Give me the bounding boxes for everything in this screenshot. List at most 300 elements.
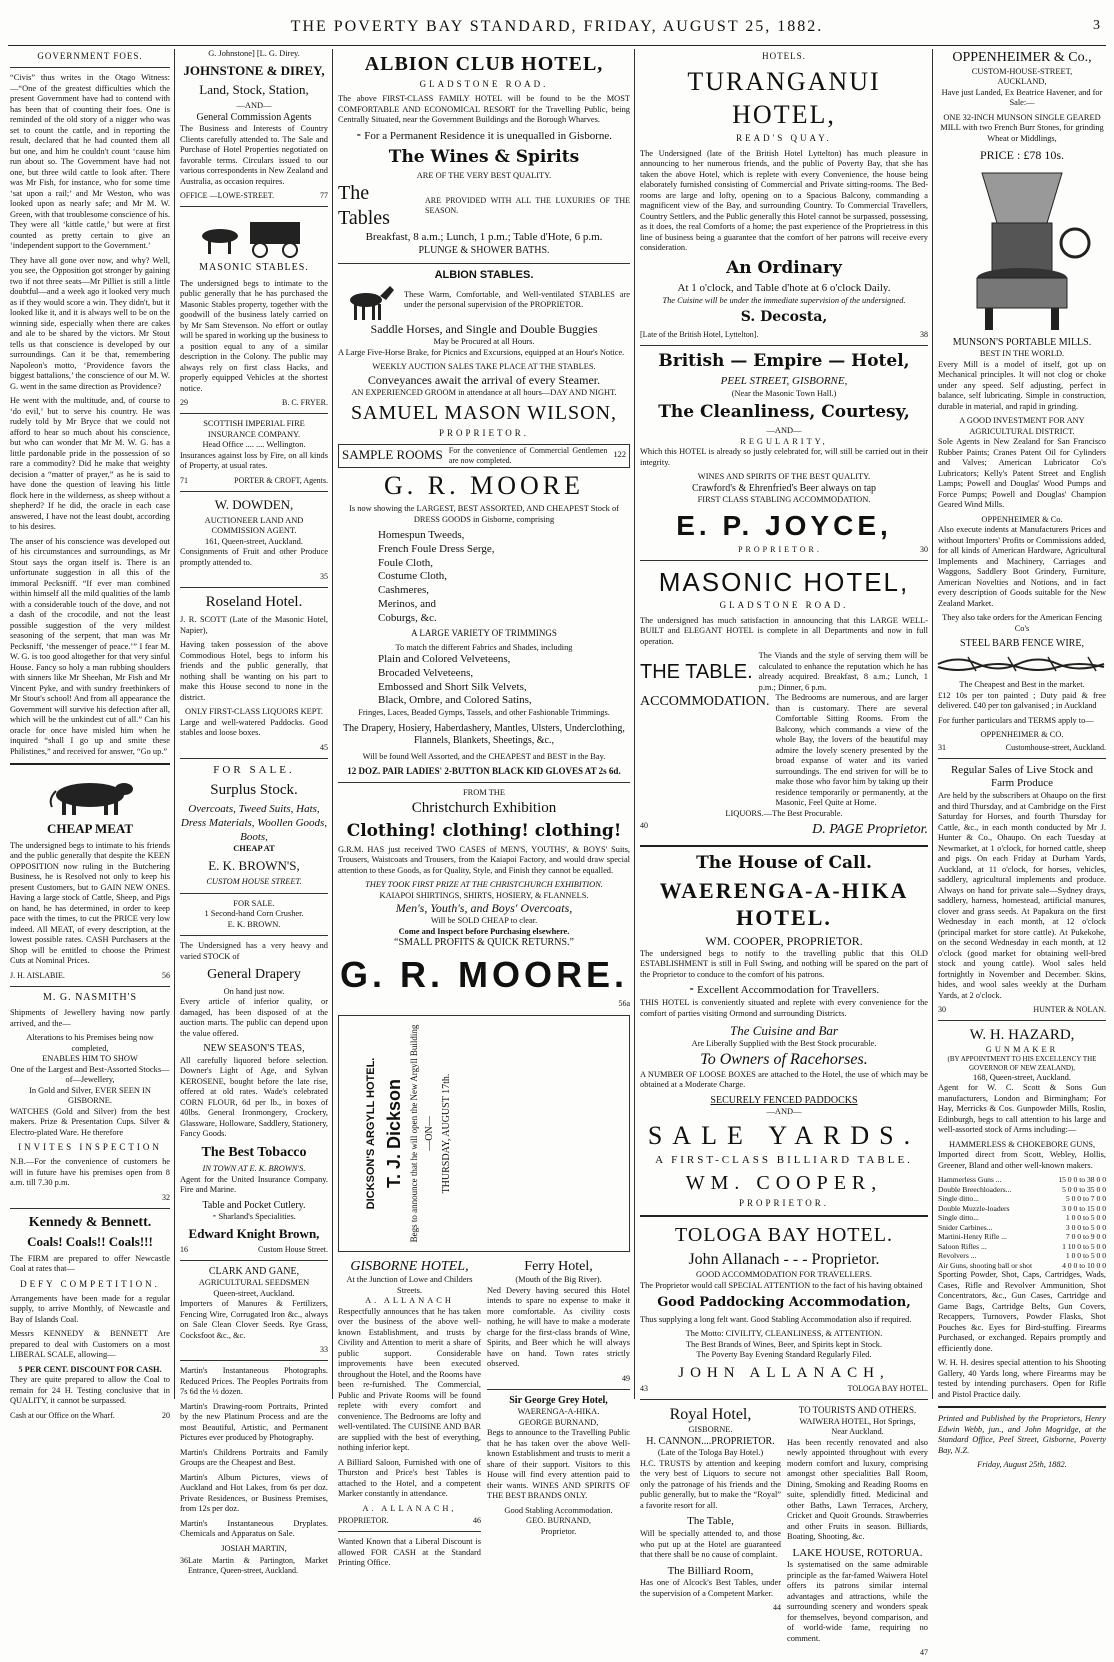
ad-signature: HUNTER & NOLAN.	[1033, 1005, 1106, 1014]
divider	[180, 935, 328, 936]
column-4	[636, 49, 932, 1658]
ad-body: The Business and Interests of Country Clients carefully attended to. The Sale and Purchase of Hotel Properties negotiated on favorable terms. Circulars issued to our various correspondents in New Zealand and Australia, as occasion requires.	[180, 124, 328, 186]
column-rule	[932, 49, 933, 1399]
ad-number: 44	[773, 1603, 781, 1613]
column-rule	[332, 49, 333, 1399]
price-item: Martini-Henry Rifle ...	[938, 1232, 1007, 1242]
ad-title: SAMPLE ROOMS	[342, 447, 443, 463]
divider	[338, 263, 630, 264]
ad-line: WM. COOPER, PROPRIETOR.	[705, 933, 863, 948]
ad-body: Insurances against loss by Fire, on all kinds of Property, at usual rates.	[180, 450, 328, 470]
masthead-title: THE POVERTY BAY STANDARD, FRIDAY, AUGUST 25, 1882.	[290, 18, 824, 35]
ad-body: The Proprietor would call SPECIAL ATTENTION to the fact of his having obtained	[640, 1280, 923, 1290]
ad-line: HAMMERLESS & CHOKEBORE GUNS,	[948, 1139, 1096, 1149]
price-item: Revolvers ...	[938, 1251, 977, 1261]
ad-number: 20	[162, 1410, 170, 1420]
ad-title: ALBION STABLES.	[434, 268, 534, 281]
ad-line: WINES AND SPIRITS OF THE BEST QUALITY.	[697, 472, 871, 482]
ad-line: E. K. BROWN'S,	[208, 857, 300, 873]
mill-illustration	[938, 163, 1106, 337]
divider	[938, 758, 1106, 759]
ad-line: Proprietor.	[540, 1526, 577, 1536]
ad-title: The Billiard Room,	[667, 1564, 754, 1577]
price-value: 7 0 0 to 9 0 0	[1065, 1232, 1106, 1242]
ad-body: These Warm, Comfortable, and Well-ventilated STABLES are under the personal supervision of the PROPRIETOR.	[404, 289, 630, 310]
table-row	[938, 1242, 1106, 1251]
divider	[338, 782, 630, 783]
ad-line: PROPRIETOR.	[738, 544, 822, 554]
ad-line: 161, Queen-street, Auckland.	[205, 536, 303, 546]
ad-title: Good Paddocking Accommodation,	[657, 1295, 911, 1311]
ad-line: PROPRIETOR.	[338, 1516, 389, 1526]
ad-title: SALE YARDS.	[647, 1120, 921, 1150]
ad-body: The undersigned begs to intimate to the public generally that he has purchased the Masonic Stables property, together with the goodwill of the business lately carried on by Mr Sam Stevenson. No effort or outlay will be spared in working up the business to a position equal to any of a similar description in the Colony. The public may always rely on first class Hacks, and properly equipped Vehicles at the shortest notice.	[180, 278, 328, 393]
ad-title: THE TABLE.	[640, 660, 753, 683]
ad-line: “SMALL PROFITS & QUICK RETURNS.”	[394, 937, 574, 949]
divider	[487, 1389, 630, 1390]
ad-title: SAMUEL MASON WILSON,	[350, 402, 618, 425]
ad-line: Overcoats, Tweed Suits, Hats, Dress Materials, Woollen Goods, Boots,	[180, 803, 328, 843]
ad-line: ARE OF THE VERY BEST QUALITY.	[416, 170, 552, 180]
ad-body: The Drapery, Hosiery, Haberdashery, Mantles, Ulsters, Underclothing, Flannels, Blankets, Sheetings, &c.,	[343, 722, 625, 746]
ad-body: For further particulars and TERMS apply to—	[938, 715, 1094, 725]
ad-body: WATCHES (Gold and Silver) from the best makers. Prize & Presentation Cups. Silver & Electro-plated Ware. He therefore	[10, 1106, 170, 1137]
ad-body: The undersigned begs to intimate to his friends and the public generally that despite the KEEN OPPOSITION now ruling in the Butchering Business, he is Resolved not only to keep his present Customers, but to GAIN NEW ONES. Having a large stock of Cattle, Sheep, and Pigs on hand, he has determined, in order to keep pace with the times, to cut the PRICE very low indeed. All MEAT, of every description, at the lowest possible rates. CASH Purchasers at the Shop will be entitled to choose the Primest Cuts at Nominal Prices.	[10, 840, 170, 965]
ad-line: A LARGE VARIETY OF TRIMMINGS	[411, 628, 557, 639]
ad-line: The Cuisine will be under the immediate supervision of the undersigned.	[662, 295, 906, 305]
divider	[10, 986, 170, 987]
ad-body: Respectfully announces that he has taken over the business of the above well-known Establishment, and trusts by Civility and Attention to merit a share of public support. Considerable improvements have been executed throughout the Hotel, and the Rooms have been re-furnished. The Commercial, Public and Private Rooms will be found replete with every comfort and convenience. The Bedrooms are lofty and well-ventilated. The CUISINE AND BAR are supplied with the best of everything, nothing inferior kept.	[338, 1306, 481, 1453]
list-item: French Foule Dress Serge,	[378, 542, 495, 555]
ad-line: WEEKLY AUCTION SALES TAKE PLACE AT THE STABLES.	[372, 362, 596, 372]
ad-body: Sporting Powder, Shot, Caps, Cartridges, Wads, Cases, Rifle and Revolver Ammunition, Shot Concentrators, &c., Gun Cases, Cartridge and Game Bags, Cartridge Belts, Gun Covers, Recappers, Turnovers, Powder Flasks, Shot Pouches &c. Eyes for Bird-stuffing. Firearms Purchased, or exchanged. Repairs promptly and efficiently done.	[938, 1270, 1106, 1353]
ad-line: ARE PROVIDED WITH ALL THE LUXURIES OF THE SEASON.	[425, 196, 630, 216]
divider	[180, 491, 328, 492]
ad-line: Breakfast, 8 a.m.; Lunch, 1 p.m.; Table d'Hote, 6 p.m.	[365, 231, 603, 244]
ad-number: 49	[622, 1373, 630, 1383]
ad-line: GLADSTONE ROAD.	[719, 600, 849, 611]
ad-number: 122	[613, 450, 626, 460]
ad-line: WAERENGA-A-HIKA.	[517, 1407, 600, 1417]
table-row	[938, 1175, 1106, 1184]
masthead-rule	[8, 45, 1106, 46]
ad-title: To Owners of Racehorses.	[700, 1050, 868, 1068]
ad-body: Are held by the subscribers at Ohaupo on the first and third Thursday, and at Cambridge on the First Saturday for Horses, and fourth Thursday for Cattle, &c., in each month conducted by Mr J. Hunter & Co., Ohaupo. On each Tuesday at Newmarket, at 1 o'clock, for horned cattle, sheep and pigs. On each Friday at Durham Yards, Auckland, at 11 o'clock, for horses, vehicles, saddlery, agricultural implements and produce. Always on hand for private sale—Sydney drays, saddlery, harness, homestead, artificial manures, clover and grass seeds. At Papakura on the first Wednesday in each month, at 12 o'clock (principal market for store cattle). At Pukekohe, on the second Wednesday in each month, at 12 o'clock (good market for obtaining well-bred stock and young cattle). Wool sales held fortnightly in November and December. Skins, hides, and wool sales weekly at the Durham Yards, at 2 o'clock.	[938, 791, 1106, 1000]
price-item: Saloon Rifles ...	[938, 1241, 987, 1251]
ad-line: The Viands and the style of serving them will be calculated to enhance the reputation which he has already acquired. Breakfast, 8 a.m.; Lunch, 1 p.m.; Dinner, 6 p.m.	[758, 651, 928, 692]
ad-body: Also execute indents at Manufacturers Prices and without Importers' Profits or Commissions added, for all kinds of American Hardware, Agricultural Implements and Machinery, Carriages and Waggons, Saddlery Boot Grindery, Furniture, American Novelties and Notions, and in fact every description of Goods suitable for the New Zealand Market.	[938, 525, 1106, 608]
ad-line: ⁃ Sharland's Specialities.	[212, 1212, 296, 1221]
ad-title: G. R. MOORE	[383, 470, 584, 500]
ad-line: The Motto: CIVILITY, CLEANLINESS, & ATTENTION.	[685, 1329, 883, 1338]
ad-line: 5 PER CENT. DISCOUNT FOR CASH.	[18, 1364, 162, 1374]
horse-illustration	[338, 282, 398, 322]
table-row	[938, 1213, 1106, 1222]
ad-signature: GEO. BURNAND,	[526, 1516, 591, 1526]
ad-line: PEEL STREET, GISBORNE,	[720, 374, 848, 387]
ad-body: The Undersigned (late of the British Hotel Lyttelton) has much pleasure in announcing to her numerous friends, and the public of Poverty Bay, that she has taken the above Hotel, which is replete with every Convenience, the house being elaborately furnished consisting of Commercial and Private sitting-rooms. The Bed-rooms are large and lofty, opening on to a Spacious Balcony, commanding a magnificent view of the Bay, and surrounding Country. To Commercial Travellers, Country Settlers, and the Public generally this Hotel cannot be surpassed, possessing, as it does, the real Comforts of a home; the past experience of the Proprietress in this line of business being a guarantee that the comfort of her patrons will receive every consideration.	[640, 148, 928, 252]
dress-goods-list	[338, 529, 630, 625]
ad-title: TOLOGA BAY HOTEL.	[675, 1224, 893, 1247]
ad-title: SCOTTISH IMPERIAL FIRE INSURANCE COMPANY.	[203, 419, 305, 439]
ad-body: Has one of Alcock's Best Tables, under the supervision of a Competent Marker.	[640, 1578, 781, 1598]
ad-signature: E. P. JOYCE,	[676, 509, 892, 541]
ad-body: Messrs KENNEDY & BENNETT Are prepared to deal with Customers on a most LIBERAL SCALE, allowing—	[10, 1329, 170, 1360]
price-value: 4 0 0 to 10 0 0	[1062, 1260, 1106, 1270]
ad-line: 1 Second-hand Corn Crusher.	[204, 909, 304, 918]
ad-title: FOR SALE.	[233, 898, 275, 908]
list-item: Coburgs, &c.	[378, 611, 437, 624]
ad-body: Is systematised on the same admirable principle as the far-famed Waiwera Hotel offers its patrons similar internal advantages and attractions, while the surrounding scenery and wonders speak for themselves, beyond comparison, and of world-wide fame, requiring no comment.	[787, 1560, 928, 1643]
ad-body: Large and well-watered Paddocks. Good stables and loose boxes.	[180, 717, 328, 737]
ad-body: Importers of Manures & Fertilizers, Fencing Wire, Corrugated Iron &c., always on Sale Clean Clover Seeds. Rye Grass, Cocksfoot &c., &c.	[180, 1299, 328, 1340]
ad-line: ⁃ For a Permanent Residence it is unequalled in Gisborne.	[356, 129, 612, 142]
divider	[640, 560, 928, 561]
ad-signature: PORTER & CROFT, Agents.	[234, 475, 328, 485]
article-paragraph: They have all gone over now, and why? Well, you see, the Opposition got stronger by gaining two if not three seats—Mr Pilliet is still a little doubtful—and a week ago it looked very much as if they would score a win. They didn't, but it looked like it, and it is always well to be on the winning side, especially when there are cakes and ale to be shared by the victors. Mr Stout tells us that conscience is developed by our surroundings. Can it be that, remembering Napoleon's motto, ‘Providence favors the biggest battalions,’ the conscience of our M. W. G. went in the same direction as Providence?	[10, 255, 170, 391]
price-value: 15 0 0 to 38 0 0	[1058, 1175, 1106, 1185]
divider	[640, 1399, 928, 1400]
ad-line: For the convenience of Commercial Gentlemen are now completed.	[448, 445, 608, 465]
ad-line: ONLY FIRST-CLASS LIQUORS KEPT.	[185, 707, 323, 716]
ad-signature: WM. COOPER,	[685, 1172, 883, 1194]
ad-line: H. CANNON....PROPRIETOR.	[646, 1435, 775, 1447]
ad-body: A Billiard Saloon, Furnished with one of Thurston and Price's best Tables is attached to the Hotel, and a competent Marker constantly in attendance.	[338, 1457, 481, 1499]
table-row	[938, 1251, 1106, 1260]
price-item: Single ditto...	[938, 1194, 979, 1204]
ad-title: W. H. HAZARD,	[969, 1027, 1075, 1043]
ad-title: ALBION CLUB HOTEL,	[364, 53, 604, 75]
ad-title: W. DOWDEN,	[214, 496, 294, 512]
ad-line: PLUNGE & SHOWER BATHS.	[418, 245, 550, 256]
divider	[180, 587, 328, 588]
ad-body: N.B.—For the convenience of customers he will in future have his premises open from 8 a.m. till 7.30 p.m.	[10, 1157, 170, 1188]
table-row	[938, 1232, 1106, 1241]
ad-line: At the Junction of Lowe and Childers Streets.	[346, 1275, 473, 1295]
article-paragraph: “Civis” thus writes in the Otago Witness:—“One of the greatest difficulties which the present Government have had to contend with has been that of counting their foes. One is reminded of the old story of a nigger who was set to count the cattle, and in reporting the result, declared that he had counted them all but one, and him he couldn't count ‘cause him run about so. The Government have had not one, but three wild cattle to look after. There was Mr Fish, for instance, who for some time ‘sat upon a rail;’ and Mr Weston, who was looked upon as nearly safe; and Mr M. W. Green, with that troublesome conscience of his. They were all ‘kittle cattle,’ but were at first counted as pretty certain to give an ‘independent support to the Government.’	[10, 73, 170, 251]
price-value: 1 0 0 to 5 0 0	[1065, 1213, 1106, 1223]
ad-line: [Late of the British Hotel, Lyttelton].	[640, 329, 759, 339]
ad-title: GISBORNE HOTEL,	[350, 1258, 469, 1274]
ad-signature: E. K. BROWN.	[227, 919, 281, 929]
ad-line: Late Martin & Partington, Market Entrance, Queen-street, Auckland.	[188, 1556, 328, 1576]
ad-line: Begs to announce that he will open the New Argyll Building	[409, 1024, 419, 1243]
ad-body: The FIRM are prepared to offer Newcastle Coal at rates that—	[10, 1253, 170, 1273]
ad-body: Every Mill is a model of itself, got up on Mechanical principles. It will not clog or choke under any speed. Self adjusting, perfect in balance, self lubricating. Simple in construction, durable in material, and rapid in grinding.	[938, 359, 1106, 411]
price-item: Hammerless Guns ...	[938, 1175, 1002, 1185]
ad-body: They also take orders for the American Fencing Co's	[942, 613, 1102, 633]
ad-signature: OPPENHEIMER & CO.	[980, 730, 1064, 739]
ad-body: Shipments of Jewellery having now partly arrived, and the—	[10, 1008, 170, 1028]
ad-line: Will be SOLD CHEAP to clear.	[430, 916, 538, 926]
ox-illustration	[10, 771, 170, 817]
ad-title: JOHNSTONE & DIREY,	[183, 62, 325, 78]
ad-line: May be Procured at all Hours.	[433, 337, 535, 347]
ad-title: MASONIC HOTEL,	[658, 566, 910, 597]
ad-body: The undersigned has much satisfaction in announcing that this LARGE WELL-BUILT and ELEGANT HOTEL is complete in all Departments and now in full operation.	[640, 615, 928, 646]
ad-body: A Large Five-Horse Brake, for Picnics and Excursions, equipped at an Hour's Notice.	[338, 347, 625, 357]
ad-title: CHEAP MEAT	[46, 821, 134, 837]
column-rule	[634, 49, 635, 1399]
ad-body: Will be found Well Assorted, and the CHEAPEST and BEST in the Bay.	[362, 751, 606, 761]
ad-title: The Wines & Spirits	[388, 146, 580, 167]
ad-line: Land, Stock, Station,	[199, 81, 309, 97]
ad-title: CLARK AND GANE,	[208, 1265, 300, 1277]
ad-body: Begs to announce to the Travelling Public that he has taken over the above Well-known Establishment and trusts to merit a share of their support. Visitors to this House will find every attention paid to their wants. WINES AND SPIRITS OF THE BEST BRANDS ONLY.	[487, 1428, 630, 1501]
ad-body: Martin's Drawing-room Portraits, Printed by the new Platinum Process and are the most Beautiful, Artistic, and Permanent Pictures ever produced by Photography.	[180, 1401, 328, 1443]
ad-line: At 1 o'clock, and Table d'hote at 6 o'clock Daily.	[677, 281, 891, 294]
ad-title: Christchurch Exhibition	[411, 799, 557, 816]
ad-line: —ON—	[424, 1116, 436, 1151]
ad-number: 38	[920, 329, 928, 339]
ad-line: A. ALLANACH	[365, 1296, 454, 1306]
list-item: Plain and Colored Velveteens,	[378, 653, 511, 665]
ad-body: The Undersigned has a very heavy and varied STOCK of	[180, 941, 328, 961]
ad-line: CUSTOM-HOUSE-STREET,	[971, 66, 1073, 76]
ad-title: LAKE HOUSE, ROTORUA.	[792, 1546, 923, 1559]
ad-title: Regular Sales of Live Stock and Farm Produce	[950, 763, 1094, 790]
ad-line: To match the different Fabrics and Shades, including	[395, 642, 573, 652]
ad-line: PROPRIETOR.	[438, 428, 530, 439]
ad-line: TOLOGA BAY HOTEL.	[847, 1384, 928, 1394]
price-item: Air Guns, shooting ball or shot	[938, 1260, 1033, 1270]
ad-title: Kennedy & Bennett.	[28, 1214, 152, 1230]
divider	[180, 206, 328, 207]
ad-body: Consignments of Fruit and other Produce promptly attended to.	[180, 547, 328, 567]
ad-line: Head Office .... .... Wellington.	[202, 440, 306, 449]
ad-line: AGRICULTURAL SEEDSMEN	[198, 1278, 310, 1288]
table-row	[938, 1223, 1106, 1232]
divider	[180, 893, 328, 894]
ad-line: G. Johnstone] [L. G. Direy.	[208, 49, 300, 58]
ad-body: Ned Devery having secured this Hotel intends to spare no expense to make it more comfortable. As civility costs nothing, he will have to make a moderate charge for the first-class brands of Wine, Spirits, and Beer which he will always have on hand. Town rates strictly observed.	[487, 1285, 630, 1369]
ad-body: Fringes, Laces, Beaded Gymps, Tassels, and other Fashionable Trimmings.	[358, 708, 610, 717]
ad-title: Clothing! clothing! clothing!	[346, 820, 622, 841]
ad-body: Arrangements have been made for a regular supply, to arrive Monthly, of Newcastle and Bay of Islands Coal.	[10, 1293, 170, 1324]
ad-signature: A. ALLANACH,	[362, 1503, 457, 1513]
ad-body: Which this HOTEL is already so justly celebrated for, will still be carried out in their integrity.	[640, 447, 928, 467]
ad-title: Sir George Grey Hotel,	[509, 1394, 608, 1406]
list-item: Black, Ombre, and Colored Satins,	[378, 694, 532, 707]
ad-line: CUSTOM HOUSE STREET.	[206, 877, 302, 886]
ad-title: General Drapery	[207, 967, 301, 982]
ad-body: Imported direct from Scott, Webley, Hollis, Greener, Bland and other well-known makers.	[938, 1150, 1106, 1170]
ad-title: The Best Tobacco	[201, 1144, 307, 1160]
ad-title: Roseland Hotel.	[205, 594, 303, 611]
ad-body: Martin's Instantaneous Photographs. Reduced Prices. The Peoples Portraits from 7s 6d the ½ dozen.	[180, 1366, 328, 1397]
ad-line: Men's, Youth's, and Boys' Overcoats,	[395, 901, 573, 916]
ad-number: 43	[640, 1384, 648, 1394]
column-1	[6, 49, 174, 1420]
ad-title: Surplus Stock.	[210, 782, 298, 799]
imprint: Printed and Published by the Proprietors, Henry Edwin Webb, jun., and John Mogridge, at the Standard Office, Peel Street, Gisborne, Poverty Bay, N.Z.	[938, 1414, 1106, 1455]
ad-signature: D. PAGE Proprietor.	[812, 822, 928, 837]
ad-line: Crawford's & Ehrenfried's Beer always on tap	[691, 482, 877, 494]
ad-line: THURSDAY, AUGUST 17th.	[440, 1073, 452, 1194]
list-item: Homespun Tweeds,	[378, 529, 465, 541]
ad-line: LIQUORS.—The Best Procurable.	[725, 808, 843, 818]
divider	[10, 763, 170, 765]
ad-number: 71	[180, 475, 188, 485]
ad-line: (Near the Masonic Town Hall.)	[731, 388, 837, 398]
ad-line: DEFY COMPETITION.	[20, 1278, 160, 1289]
imprint-date: Friday, August 25th, 1882.	[977, 1460, 1067, 1470]
ad-signature: J. H. AISLABIE.	[10, 970, 65, 980]
ad-title: WAERENGA-A-HIKA HOTEL.	[659, 877, 909, 931]
ad-body: Martin's Album Pictures, views of Auckland and Hot Lakes, from 6s per doz. Private Residences, or Business Premises, from 12s per doz.	[180, 1472, 328, 1514]
ad-title: The Table,	[687, 1515, 734, 1528]
table-row	[938, 1194, 1106, 1203]
ad-title: Royal Hotel,	[669, 1406, 752, 1424]
divider	[338, 1531, 481, 1532]
ad-title: M. G. NASMITH'S	[42, 991, 138, 1003]
ad-number: 35	[320, 572, 328, 582]
price-item: Snider Carbines...	[938, 1222, 993, 1232]
divider	[10, 67, 170, 68]
ad-body: Wanted Known that a Liberal Discount is allowed FOR CASH at the Standard Printing Office.	[338, 1537, 481, 1568]
ad-line: The Bedrooms are numerous, and are larger than is customary. There are several Comfortable Sitting Rooms. From the Balcony, which commands a view of the whole Bay, the lovers of the beautiful may admire the lovely scenery presented by the broad expanse of water and its varied surroundings. The end striven for will be to make those who favor him by taking up their residence temporarily or permanently, at the Masonic, Feel Quite at Home.	[775, 693, 928, 807]
ad-title: DICKSON'S ARGYLL HOTEL.	[364, 1057, 377, 1210]
ad-line: John Allanach - - - Proprietor.	[688, 1251, 880, 1269]
velvet-list	[338, 653, 630, 708]
price-item: Double Muzzle-loaders	[938, 1203, 1010, 1213]
article-heading: GOVERNMENT FOES.	[37, 51, 143, 61]
ad-number: 32	[162, 1192, 170, 1202]
ad-line: GUNMAKER	[985, 1044, 1059, 1054]
ad-line: Conveyances await the arrival of every Steamer.	[367, 372, 601, 387]
ad-number: 56	[162, 970, 170, 980]
list-item: Merinos, and	[378, 597, 437, 610]
ad-number: 36	[180, 1556, 188, 1566]
argyll-hotel-ad	[338, 1015, 630, 1252]
ad-number: 40	[640, 821, 648, 830]
ad-body: Martin's Childrens Portraits and Family Groups are the Cheapest and Best.	[180, 1447, 328, 1468]
ad-signature: JOHN ALLANACH,	[678, 1364, 890, 1381]
price-item: Single ditto...	[938, 1213, 979, 1223]
ad-line: Are Liberally Supplied with the Best Stock procurable.	[691, 1039, 877, 1049]
ad-body: A NUMBER OF LOOSE BOXES are attached to the Hotel, the use of which may be obtained at a Moderate Charge.	[640, 1069, 928, 1090]
price-value: 1 10 0 to 5 0 0	[1062, 1241, 1106, 1251]
ad-line: WAIWERA HOTEL, Hot Springs,	[799, 1416, 916, 1426]
divider	[640, 1215, 928, 1217]
ad-line: THEY TOOK FIRST PRIZE AT THE CHRISTCHURCH EXHIBITION.	[365, 880, 603, 890]
divider	[180, 1360, 328, 1361]
ad-line: A GOOD INVESTMENT FOR ANY AGRICULTURAL DISTRICT.	[959, 416, 1085, 436]
ad-title: G. R. MOORE.	[339, 953, 628, 995]
ad-line: (Late of the Tologa Bay Hotel.)	[657, 1448, 764, 1458]
ad-line: J. R. SCOTT (Late of the Masonic Hotel, Napier),	[180, 615, 328, 635]
ad-line: PROPRIETOR.	[738, 1198, 830, 1208]
ad-title: Edward Knight Brown,	[188, 1225, 320, 1241]
ad-line: Saddle Horses, and Single and Double Buggies	[370, 322, 598, 337]
ad-number: 56a	[618, 998, 630, 1008]
price-table	[938, 1175, 1106, 1270]
ad-line: Alterations to his Premises being now completed,	[26, 1033, 154, 1053]
ad-title: Ferry Hotel,	[524, 1258, 593, 1274]
page-number: 3	[1093, 18, 1102, 33]
ad-line: GISBORNE.	[688, 1425, 733, 1435]
divider	[640, 845, 928, 847]
column-2	[176, 49, 332, 1576]
ad-number: 31	[938, 742, 946, 752]
ad-number: 30	[919, 544, 928, 554]
ad-line: Customhouse-street, Auckland.	[1005, 742, 1106, 752]
ad-title: TO TOURISTS AND OTHERS.	[798, 1405, 917, 1416]
column-5	[934, 49, 1110, 1470]
ad-line: —AND—	[766, 1107, 802, 1117]
ad-line: (Mouth of the Big River).	[515, 1275, 602, 1285]
ad-title: The Tables	[338, 182, 390, 230]
ad-body: Thus supplying a long felt want. Good Stabling Accommodation also if required.	[640, 1314, 912, 1324]
divider	[180, 413, 328, 414]
price-item: Double Breechloaders...	[938, 1184, 1012, 1194]
ad-body: Agent for the United Insurance Company. Fire and Marine.	[180, 1174, 328, 1194]
ad-title: British — Empire — Hotel,	[658, 350, 910, 371]
ad-line: In Gold and Silver, EVER SEEN IN GISBORNE.	[29, 1085, 151, 1105]
ad-title: MASONIC STABLES.	[199, 262, 309, 273]
article-paragraph: He went with the multitude, and, of course to ‘do evil,’ but to serve his country. He was rudely told by Mr Bryce that we could not afford to hear so much about his conscience, but who can wonder that Mr M. W. G. has a little pardonable pride in the possession of so rare a commodity? Did he make that weighty decision a “matter of prayer,” as he is said to have done the question of leaving his little flock here in the wilderness, as sheep without a shepherd? If he did, the oracle in each case answered, I have not the least doubt, according to his desires.	[10, 396, 170, 532]
ad-title: T. J. Dickson	[383, 1078, 404, 1188]
ad-number: 47	[920, 1648, 928, 1658]
ad-line: Queen-street, Auckland.	[213, 1288, 295, 1298]
ad-line: KAIAPOI SHIRTINGS, SHIRTS, HOSIERY, & FLANNELS.	[379, 890, 589, 900]
ad-line: GOOD ACCOMMODATION FOR TRAVELLERS.	[695, 1270, 873, 1280]
ad-line: INVITES INSPECTION	[18, 1142, 162, 1152]
column-rule	[174, 49, 175, 1399]
ad-line: Custom House Street.	[258, 1244, 328, 1254]
ad-body: Will be specially attended to, and those who put up at the Hotel are guaranteed that there shall be no cause of complaint.	[640, 1529, 781, 1559]
ad-line: FROM THE	[463, 788, 505, 798]
ad-line: —AND—	[766, 426, 802, 436]
ad-line: GEORGE BURNAND,	[518, 1417, 599, 1427]
divider	[640, 345, 928, 346]
ad-body: THIS HOTEL is conveniently situated and replete with every convenience for the comfort of parties visiting Ormond and surrounding Districts.	[640, 998, 928, 1018]
ad-number: 46	[473, 1516, 481, 1526]
ad-line: SECURELY FENCED PADDOCKS	[710, 1094, 858, 1106]
ad-line: CHEAP AT	[233, 844, 275, 854]
ad-line: READ'S QUAY.	[736, 133, 832, 144]
ad-line: A FIRST-CLASS BILLIARD TABLE.	[655, 1154, 913, 1167]
ad-signature: JOSIAH MARTIN,	[221, 1543, 287, 1553]
ad-line: AN EXPERIENCED GROOM in attendance at all hours—DAY AND NIGHT.	[351, 387, 617, 397]
ad-line: 12 DOZ. PAIR LADIES' 2-BUTTON BLACK KID GLOVES AT 2s 6d.	[347, 766, 621, 776]
ad-title: An Ordinary	[726, 257, 842, 278]
coach-illustration	[180, 212, 328, 258]
ad-number: 16	[180, 1244, 188, 1254]
price-value: 5 0 0 to 35 0 0	[1062, 1184, 1106, 1194]
ad-line: ENABLES HIM TO SHOW	[42, 1054, 138, 1063]
ad-body: Is now showing the LARGEST, BEST ASSORTED, AND CHEAPEST Stock of DRESS GOODS in Gisborne, comprising	[349, 504, 619, 524]
ad-line: AUCTIONEER LAND AND COMMISSION AGENT.	[204, 515, 304, 536]
ad-body: ONE 32-INCH MUNSON SINGLE GEARED MILL with two French Burr Stones, for grinding Wheat or Middlings,	[940, 112, 1104, 143]
ad-body: The undersigned begs to notify to the travelling public that this OLD ESTABLISHMENT is still in Full Swing, and nothing will be spared on the part of the Proprietor to conduce to the comfort of his patrons.	[640, 948, 928, 979]
column-3	[334, 49, 634, 1568]
ad-line: AUCKLAND,	[997, 77, 1047, 86]
divider	[180, 758, 328, 759]
ad-line: BEST IN THE WORLD.	[979, 349, 1065, 358]
article-paragraph: The anser of his conscience was developed out of his circumstances and surroundings, as Mr Stout says the organ itself is. There is an unfortunate suggestion in all this of the immoral Pecksniff. “If ever man combined within himself all the mild qualities of the lamb with a considerable touch of the dove, and not a dash of the crocodile, and not the least possible suggestion of the very mildest seasoning of the serpent, that man was Mr Pecksniff, ‘the messenger of peace.’” I fear M. W. G. is too good altogether for that very sinful House. Fancy so holy a man rubbing shoulders with sinners like Mr Sheehan, Mr Fish and Mr Vincent Pyke, and with sundry freethinkers of Mr Stout's school! And from all appearance the Government will survive his defection after all, which will be the unkindest cut of all.” Can his oracle for once have misled him when he inquired “shall I go up and smite these Philistines,” and received for answer, “Go up.”	[10, 536, 170, 756]
ad-line: FIRST CLASS STABLING ACCOMMODATION.	[697, 495, 871, 505]
ad-body: £12 10s per ton painted ; Duty paid & free delivered. £40 per ton galvanised ; in Auckland	[938, 690, 1106, 710]
ad-title: OPPENHEIMER & Co.,	[952, 50, 1092, 65]
ad-body: H.C. TRUSTS by attention and keeping the very best of Liquors to secure not only the patronage of his friends and the public generally, but to make the “Royal” a favorite resort for all.	[640, 1458, 781, 1510]
ad-body: They are quite prepared to allow the Coal to remain for 24 H. Testing conclusive that in QUALITY, it cannot be surpassed.	[10, 1375, 170, 1406]
ad-body: Having taken possession of the above Commodious Hotel, begs to inform his friends and the public generally, that nothing shall be wanting on his part to make this House second to none in the district.	[180, 640, 328, 702]
ad-line: On hand just now.	[223, 986, 285, 996]
ad-body: W. H. H. desires special attention to his Shooting Gallery, 40 Yards long, where Firearms may be tested by intending purchasers. Open for Rifle and Pistol Practice daily.	[938, 1358, 1106, 1399]
ad-body: All carefully liquored before selection. Downer's Light of Age, and Sylvan KEROSENE, bought before the late rise, offered at old rates. Wade's celebrated CORN FLOUR, 6d per lb., in boxes of 40lbs. General Ironmongery, Crockery, Glassware, Holloware, Saddlery, Stationery, Fancy Goods.	[180, 1055, 328, 1138]
ad-line: Come and Inspect before Purchasing elsewhere.	[398, 926, 570, 936]
